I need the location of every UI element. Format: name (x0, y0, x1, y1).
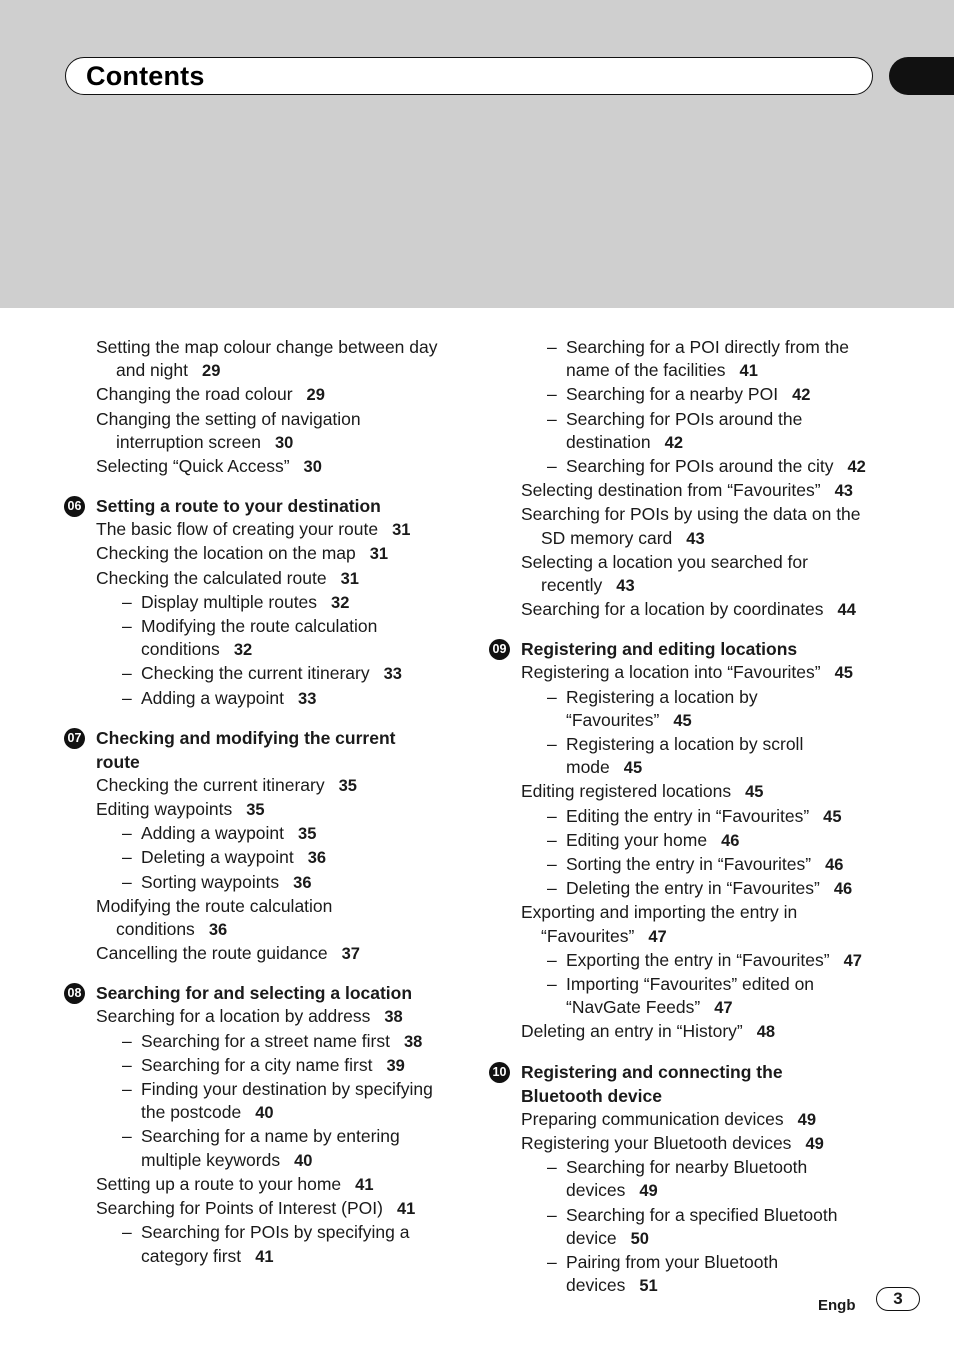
page-ref: 29 (306, 386, 325, 405)
entry-line: Sorting the entry in “Favourites” (566, 854, 812, 875)
entry-line: recently 43 (541, 575, 635, 596)
page-ref: 30 (274, 433, 294, 452)
entry-text (547, 1204, 891, 1251)
dash-bullet: – (122, 616, 132, 637)
toc-entry[interactable] (521, 1156, 891, 1203)
entry-line: Deleting an entry in “History” (521, 1021, 743, 1042)
entry-text (547, 408, 891, 455)
toc-entry[interactable] (521, 1132, 891, 1156)
entry-line: the postcode (141, 1102, 242, 1123)
entry-line: multiple keywords (141, 1149, 281, 1170)
page-ref: 43 (686, 529, 705, 548)
entry-line: Preparing communication devices (521, 1108, 784, 1129)
page-ref: 36 (307, 849, 327, 868)
dash-bullet: – (547, 408, 557, 429)
entry-line: Editing waypoints (96, 799, 233, 820)
entry-text (547, 455, 891, 479)
toc-section-07 (67, 726, 456, 967)
section-title-line: route (96, 751, 140, 772)
page-ref: 33 (298, 689, 317, 708)
entry-line: conditions 36 (116, 919, 228, 940)
page-ref: 41 (255, 1247, 274, 1266)
toc-entry[interactable] (96, 774, 456, 798)
toc-section-10 (492, 1060, 891, 1299)
entry-line: Modifying the route calculation (141, 616, 378, 637)
toc-entry[interactable] (521, 479, 891, 503)
page-ref: 30 (303, 458, 322, 477)
toc-entry[interactable] (96, 846, 456, 870)
toc-entry[interactable] (96, 591, 456, 615)
entry-line: Adding a waypoint (141, 687, 285, 708)
entry-text (547, 949, 891, 973)
entry-line: Registering your Bluetooth devices (521, 1132, 792, 1153)
toc-entry[interactable] (521, 1020, 891, 1044)
page-ref: 46 (833, 880, 853, 899)
chapter-number-badge: 06 (64, 496, 85, 517)
toc-section-09 (492, 637, 891, 1044)
dash-bullet: – (122, 871, 132, 892)
page-ref: 43 (616, 577, 635, 596)
dash-bullet: – (547, 854, 557, 875)
entry-text (122, 846, 456, 870)
page-ref: 46 (721, 831, 740, 850)
entry-line: name of the facilities (566, 360, 726, 381)
toc-group (96, 336, 456, 479)
entry-text (122, 1221, 456, 1268)
dash-bullet: – (547, 1157, 557, 1178)
entry-text (547, 383, 891, 407)
entry-text (122, 822, 456, 846)
toc-entry[interactable] (96, 1078, 456, 1125)
entry-line: Searching for a location by coordinates (521, 599, 824, 620)
entry-text (122, 687, 456, 711)
toc-entry[interactable] (521, 1108, 891, 1132)
page-ref: 31 (369, 545, 389, 564)
entry-line: Searching for Points of Interest (POI) (96, 1198, 383, 1219)
toc-entry[interactable] (96, 1173, 456, 1197)
entry-line: Deleting the entry in “Favourites” (566, 878, 820, 899)
entry-line: Editing your home (566, 829, 708, 850)
entry-line: Searching for POIs around the (566, 408, 803, 429)
entry-line: “NavGate Feeds” (566, 997, 701, 1018)
entry-text (547, 805, 891, 829)
entry-line: Adding a waypoint (141, 823, 285, 844)
entry-line: Searching for nearby Bluetooth (566, 1157, 808, 1178)
entry-line: Searching for a POI directly from the (566, 337, 850, 357)
toc-entry[interactable] (521, 1251, 891, 1298)
entry-line: “Favourites” (566, 709, 660, 730)
dash-bullet: – (547, 1251, 557, 1272)
toc-entry[interactable] (96, 615, 456, 662)
entry-text (547, 1251, 891, 1298)
entry-line: conditions (141, 639, 220, 660)
dash-bullet: – (547, 829, 557, 850)
entry-line: Checking the current itinerary (96, 774, 325, 795)
toc-entry[interactable] (96, 1125, 456, 1172)
dash-bullet: – (122, 847, 132, 868)
page-ref: 38 (404, 1032, 423, 1051)
toc-entry[interactable] (521, 503, 891, 550)
entry-text (547, 1156, 891, 1203)
dash-bullet: – (547, 337, 557, 357)
entry-text (122, 591, 456, 615)
toc-entry[interactable] (96, 895, 456, 942)
entry-line: Searching for a city name first (141, 1054, 373, 1075)
toc-entry[interactable] (96, 408, 456, 455)
entry-text (122, 1054, 456, 1078)
page-ref: 37 (341, 945, 360, 964)
entry-line: Exporting and importing the entry in (521, 902, 798, 923)
page-ref: 45 (834, 664, 853, 683)
toc-entry[interactable] (521, 973, 891, 1020)
toc-entry[interactable] (521, 805, 891, 829)
entry-text (547, 973, 891, 1020)
toc-column-right (492, 336, 891, 1298)
toc-entry[interactable] (96, 871, 456, 895)
entry-line: Setting up a route to your home (96, 1173, 342, 1194)
dash-bullet: – (547, 1204, 557, 1225)
page-ref: 31 (392, 521, 411, 540)
entry-text (547, 853, 891, 877)
toc-column-left (67, 336, 456, 1269)
toc-entry[interactable] (521, 598, 891, 622)
toc-entry[interactable] (96, 336, 456, 383)
page-ref: 36 (208, 921, 228, 940)
page-ref: 45 (745, 783, 764, 802)
entry-line: Searching for a location by address (96, 1006, 371, 1027)
chapter-number-badge: 10 (489, 1062, 510, 1083)
toc-entry[interactable] (96, 1030, 456, 1054)
entry-line: Searching for POIs by using the data on the (521, 504, 861, 525)
entry-line: Exporting the entry in “Favourites” (566, 949, 830, 970)
entry-line: Registering a location by (566, 686, 758, 707)
toc-entry[interactable] (521, 733, 891, 780)
entry-line: Finding your destination by specifying (141, 1079, 433, 1100)
toc-entry[interactable] (96, 1005, 456, 1029)
entry-text (547, 829, 891, 853)
page-ref: 32 (331, 593, 350, 612)
page-ref: 49 (805, 1134, 824, 1153)
entry-line: Pairing from your Bluetooth (566, 1251, 779, 1272)
toc-entry[interactable] (521, 780, 891, 804)
entry-text (547, 336, 891, 383)
entry-line: mode (566, 757, 610, 778)
page-ref: 33 (383, 665, 402, 684)
page-ref: 36 (293, 873, 312, 892)
entry-line: Searching for a specified Bluetooth (566, 1204, 838, 1225)
page-ref: 44 (837, 601, 856, 620)
dash-bullet: – (122, 1054, 132, 1075)
toc-section-08 (67, 981, 456, 1268)
dash-bullet: – (547, 686, 557, 707)
toc-entry[interactable] (521, 829, 891, 853)
toc-entry[interactable] (96, 942, 456, 966)
toc-entry[interactable] (96, 1197, 456, 1221)
dash-bullet: – (122, 1030, 132, 1051)
language-code: Engb (818, 1297, 856, 1314)
header-band (0, 0, 954, 308)
dash-bullet: – (122, 687, 132, 708)
toc-entry[interactable] (96, 798, 456, 822)
toc-entry[interactable] (521, 551, 891, 598)
chapter-number-badge: 07 (64, 728, 85, 749)
entry-line: Selecting a location you searched for (521, 551, 808, 572)
entry-line: Changing the setting of navigation (96, 408, 361, 429)
entry-line: Importing “Favourites” edited on (566, 974, 815, 995)
page-ref: 35 (338, 776, 357, 795)
section-heading[interactable] (492, 637, 891, 661)
entry-line: Editing the entry in “Favourites” (566, 805, 810, 826)
entry-line: Changing the road colour (96, 384, 293, 405)
section-title-line: Registering and editing locations (521, 639, 798, 660)
entry-line: interruption screen 30 (116, 431, 294, 452)
toc-entry[interactable] (96, 383, 456, 407)
section-heading[interactable] (492, 1060, 891, 1108)
entry-line: device (566, 1227, 617, 1248)
toc-entry[interactable] (521, 455, 891, 479)
entry-text (547, 877, 891, 901)
page-ref: 41 (739, 362, 758, 381)
entry-text (547, 686, 891, 733)
toc-entry[interactable] (521, 853, 891, 877)
dash-bullet: – (122, 823, 132, 844)
toc-entry[interactable] (521, 383, 891, 407)
page-ref: 40 (294, 1151, 313, 1170)
section-title-line: Checking and modifying the current (96, 727, 396, 748)
page-ref: 47 (714, 999, 733, 1018)
entry-line: Searching for a name by entering (141, 1126, 400, 1147)
toc-entry[interactable] (96, 455, 456, 479)
dash-bullet: – (547, 974, 557, 995)
toc-entry[interactable] (521, 336, 891, 383)
page-ref: 41 (355, 1175, 374, 1194)
entry-text (122, 1030, 456, 1054)
entry-text (122, 662, 456, 686)
toc-entry[interactable] (96, 567, 456, 591)
page-ref: 45 (823, 807, 842, 826)
page-ref: 40 (255, 1104, 274, 1123)
entry-line: Deleting a waypoint (141, 847, 294, 868)
entry-line: Checking the current itinerary (141, 663, 370, 684)
toc-entry[interactable] (521, 686, 891, 733)
page-ref: 35 (246, 801, 265, 820)
chapter-number-badge: 09 (489, 639, 510, 660)
entry-text (547, 733, 891, 780)
page-ref: 47 (843, 951, 862, 970)
chapter-number-badge: 08 (64, 983, 85, 1004)
toc-entry[interactable] (96, 822, 456, 846)
page-ref: 48 (756, 1023, 776, 1042)
entry-line: destination (566, 431, 651, 452)
dash-bullet: – (122, 591, 132, 612)
toc-entry[interactable] (521, 901, 891, 948)
toc-entry[interactable] (96, 662, 456, 686)
page-ref: 42 (792, 386, 811, 405)
page-ref: 51 (639, 1277, 658, 1296)
toc-entry[interactable] (521, 408, 891, 455)
entry-line: Setting the map colour change between day (96, 337, 438, 357)
toc-group (521, 336, 891, 622)
entry-line: Cancelling the route guidance (96, 943, 328, 964)
page-number: 3 (876, 1287, 920, 1311)
section-title-line: Bluetooth device (521, 1085, 662, 1106)
section-title-line: Registering and connecting the (521, 1061, 783, 1082)
page-ref: 49 (639, 1182, 658, 1201)
toc-entry[interactable] (96, 518, 456, 542)
section-tab-marker (889, 57, 954, 95)
page-ref: 32 (233, 641, 253, 660)
dash-bullet: – (547, 384, 557, 405)
page-ref: 45 (673, 711, 692, 730)
toc-entry[interactable] (521, 1204, 891, 1251)
toc-entry[interactable] (96, 1221, 456, 1268)
entry-text (122, 615, 456, 662)
page-ref: 47 (648, 927, 667, 946)
page-ref: 31 (340, 569, 359, 588)
section-heading[interactable] (67, 494, 456, 518)
dash-bullet: – (122, 663, 132, 684)
entry-line: devices (566, 1275, 626, 1296)
dash-bullet: – (547, 734, 557, 755)
entry-text (122, 1125, 456, 1172)
entry-line: Sorting waypoints (141, 871, 280, 892)
page-ref: 46 (825, 856, 844, 875)
entry-line: Searching for a street name first (141, 1030, 390, 1051)
entry-line: Searching for POIs by specifying a (141, 1222, 410, 1243)
dash-bullet: – (122, 1222, 132, 1243)
dash-bullet: – (547, 878, 557, 899)
entry-line: Display multiple routes (141, 591, 318, 612)
entry-text (122, 871, 456, 895)
entry-line: Searching for POIs around the city (566, 456, 834, 477)
page-ref: 42 (664, 433, 684, 452)
section-heading[interactable] (67, 981, 456, 1005)
page-ref: 35 (298, 825, 317, 844)
entry-line: The basic flow of creating your route (96, 519, 379, 540)
entry-line: Selecting “Quick Access” (96, 456, 290, 477)
entry-line: Searching for a nearby POI (566, 384, 779, 405)
page-ref: 39 (386, 1056, 405, 1075)
entry-line: Editing registered locations (521, 781, 732, 802)
toc-entry[interactable] (521, 949, 891, 973)
entry-line: category first (141, 1245, 242, 1266)
toc-section-06 (67, 494, 456, 711)
toc-entry[interactable] (96, 1054, 456, 1078)
dash-bullet: – (122, 1126, 132, 1147)
page-ref: 41 (396, 1200, 416, 1219)
page-ref: 38 (384, 1008, 403, 1027)
dash-bullet: – (122, 1079, 132, 1100)
page-ref: 42 (847, 458, 866, 477)
entry-text (122, 1078, 456, 1125)
entry-line: Registering a location by scroll (566, 734, 804, 755)
toc-entry[interactable] (521, 661, 891, 685)
page-ref: 50 (630, 1229, 649, 1248)
entry-line: Registering a location into “Favourites” (521, 662, 821, 683)
page-ref: 49 (797, 1110, 816, 1129)
page-ref: 43 (834, 482, 853, 501)
title-box (65, 57, 873, 95)
page-ref: 45 (623, 759, 643, 778)
toc-entry[interactable] (96, 542, 456, 566)
section-title-line: Setting a route to your destination (96, 496, 381, 517)
entry-line: Modifying the route calculation (96, 895, 333, 916)
entry-line: Selecting destination from “Favourites” (521, 480, 821, 501)
dash-bullet: – (547, 949, 557, 970)
section-title-line: Searching for and selecting a location (96, 983, 413, 1004)
toc-entry[interactable] (521, 877, 891, 901)
dash-bullet: – (547, 805, 557, 826)
entry-line: devices (566, 1180, 626, 1201)
section-heading[interactable] (67, 726, 456, 774)
toc-entry[interactable] (96, 687, 456, 711)
page-title: Contents (86, 61, 205, 91)
entry-line: Checking the calculated route (96, 567, 327, 588)
dash-bullet: – (547, 456, 557, 477)
entry-line: SD memory card 43 (541, 527, 705, 548)
page-ref: 29 (202, 362, 221, 381)
entry-line: and night 29 (116, 360, 221, 381)
entry-line: “Favourites” 47 (541, 925, 667, 946)
entry-line: Checking the location on the map (96, 543, 356, 564)
